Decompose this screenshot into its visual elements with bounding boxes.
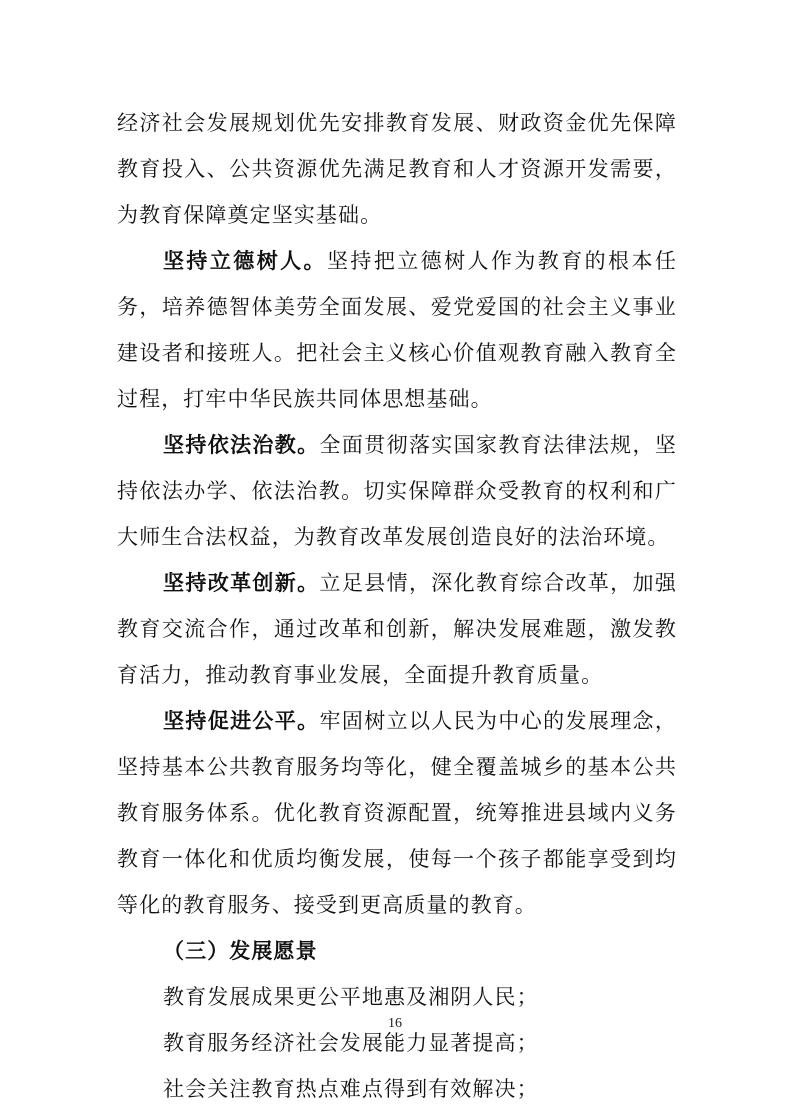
principle-paragraph-rule-of-law bbox=[117, 422, 677, 560]
page-number: 16 bbox=[388, 1016, 402, 1031]
section-heading: （三）发展愿景 bbox=[163, 939, 318, 963]
principle-body: 牢固树立以人民为中心的发展理念，坚持基本公共教育服务均等化，健全覆盖城乡的基本公共教育服务体系。优化教育资源配置，统筹推进县域内义务教育一体化和优质均衡发展，使每一个孩子都能享受到均等化的教育服务、接受到更高质量的教育。 bbox=[117, 709, 677, 917]
principle-title: 坚持促进公平。 bbox=[163, 709, 320, 733]
principle-paragraph-equity bbox=[117, 698, 677, 928]
principle-title: 坚持改革创新。 bbox=[163, 571, 320, 595]
principle-title: 坚持依法治教。 bbox=[163, 433, 320, 457]
vision-item: 社会关注教育热点难点得到有效解决； bbox=[163, 1077, 539, 1101]
intro-paragraph: 经济社会发展规划优先安排教育发展、财政资金优先保障教育投入、公共资源优先满足教育和人才资源开发需要，为教育保障奠定坚实基础。 bbox=[117, 111, 677, 227]
principle-paragraph-moral-education bbox=[117, 238, 677, 422]
principle-body: 立足县情，深化教育综合改革，加强教育交流合作，通过改革和创新，解决发展难题，激发教育活力，推动教育事业发展，全面提升教育质量。 bbox=[117, 571, 677, 687]
principle-body: 坚持把立德树人作为教育的根本任务，培养德智体美劳全面发展、爱党爱国的社会主义事业建设者和接班人。把社会主义核心价值观教育融入教育全过程，打牢中华民族共同体思想基础。 bbox=[117, 249, 677, 411]
principle-title: 坚持立德树人。 bbox=[163, 249, 327, 273]
vision-item: 教育服务经济社会发展能力显著提高； bbox=[163, 1031, 539, 1055]
vision-item: 教育发展成果更公平地惠及湘阴人民； bbox=[163, 985, 539, 1009]
principle-paragraph-reform bbox=[117, 560, 677, 698]
principle-body: 全面贯彻落实国家教育法律法规，坚持依法办学、依法治教。切实保障群众受教育的权利和广大师生合法权益，为教育改革发展创造良好的法治环境。 bbox=[117, 433, 677, 549]
body-text bbox=[117, 100, 677, 1112]
